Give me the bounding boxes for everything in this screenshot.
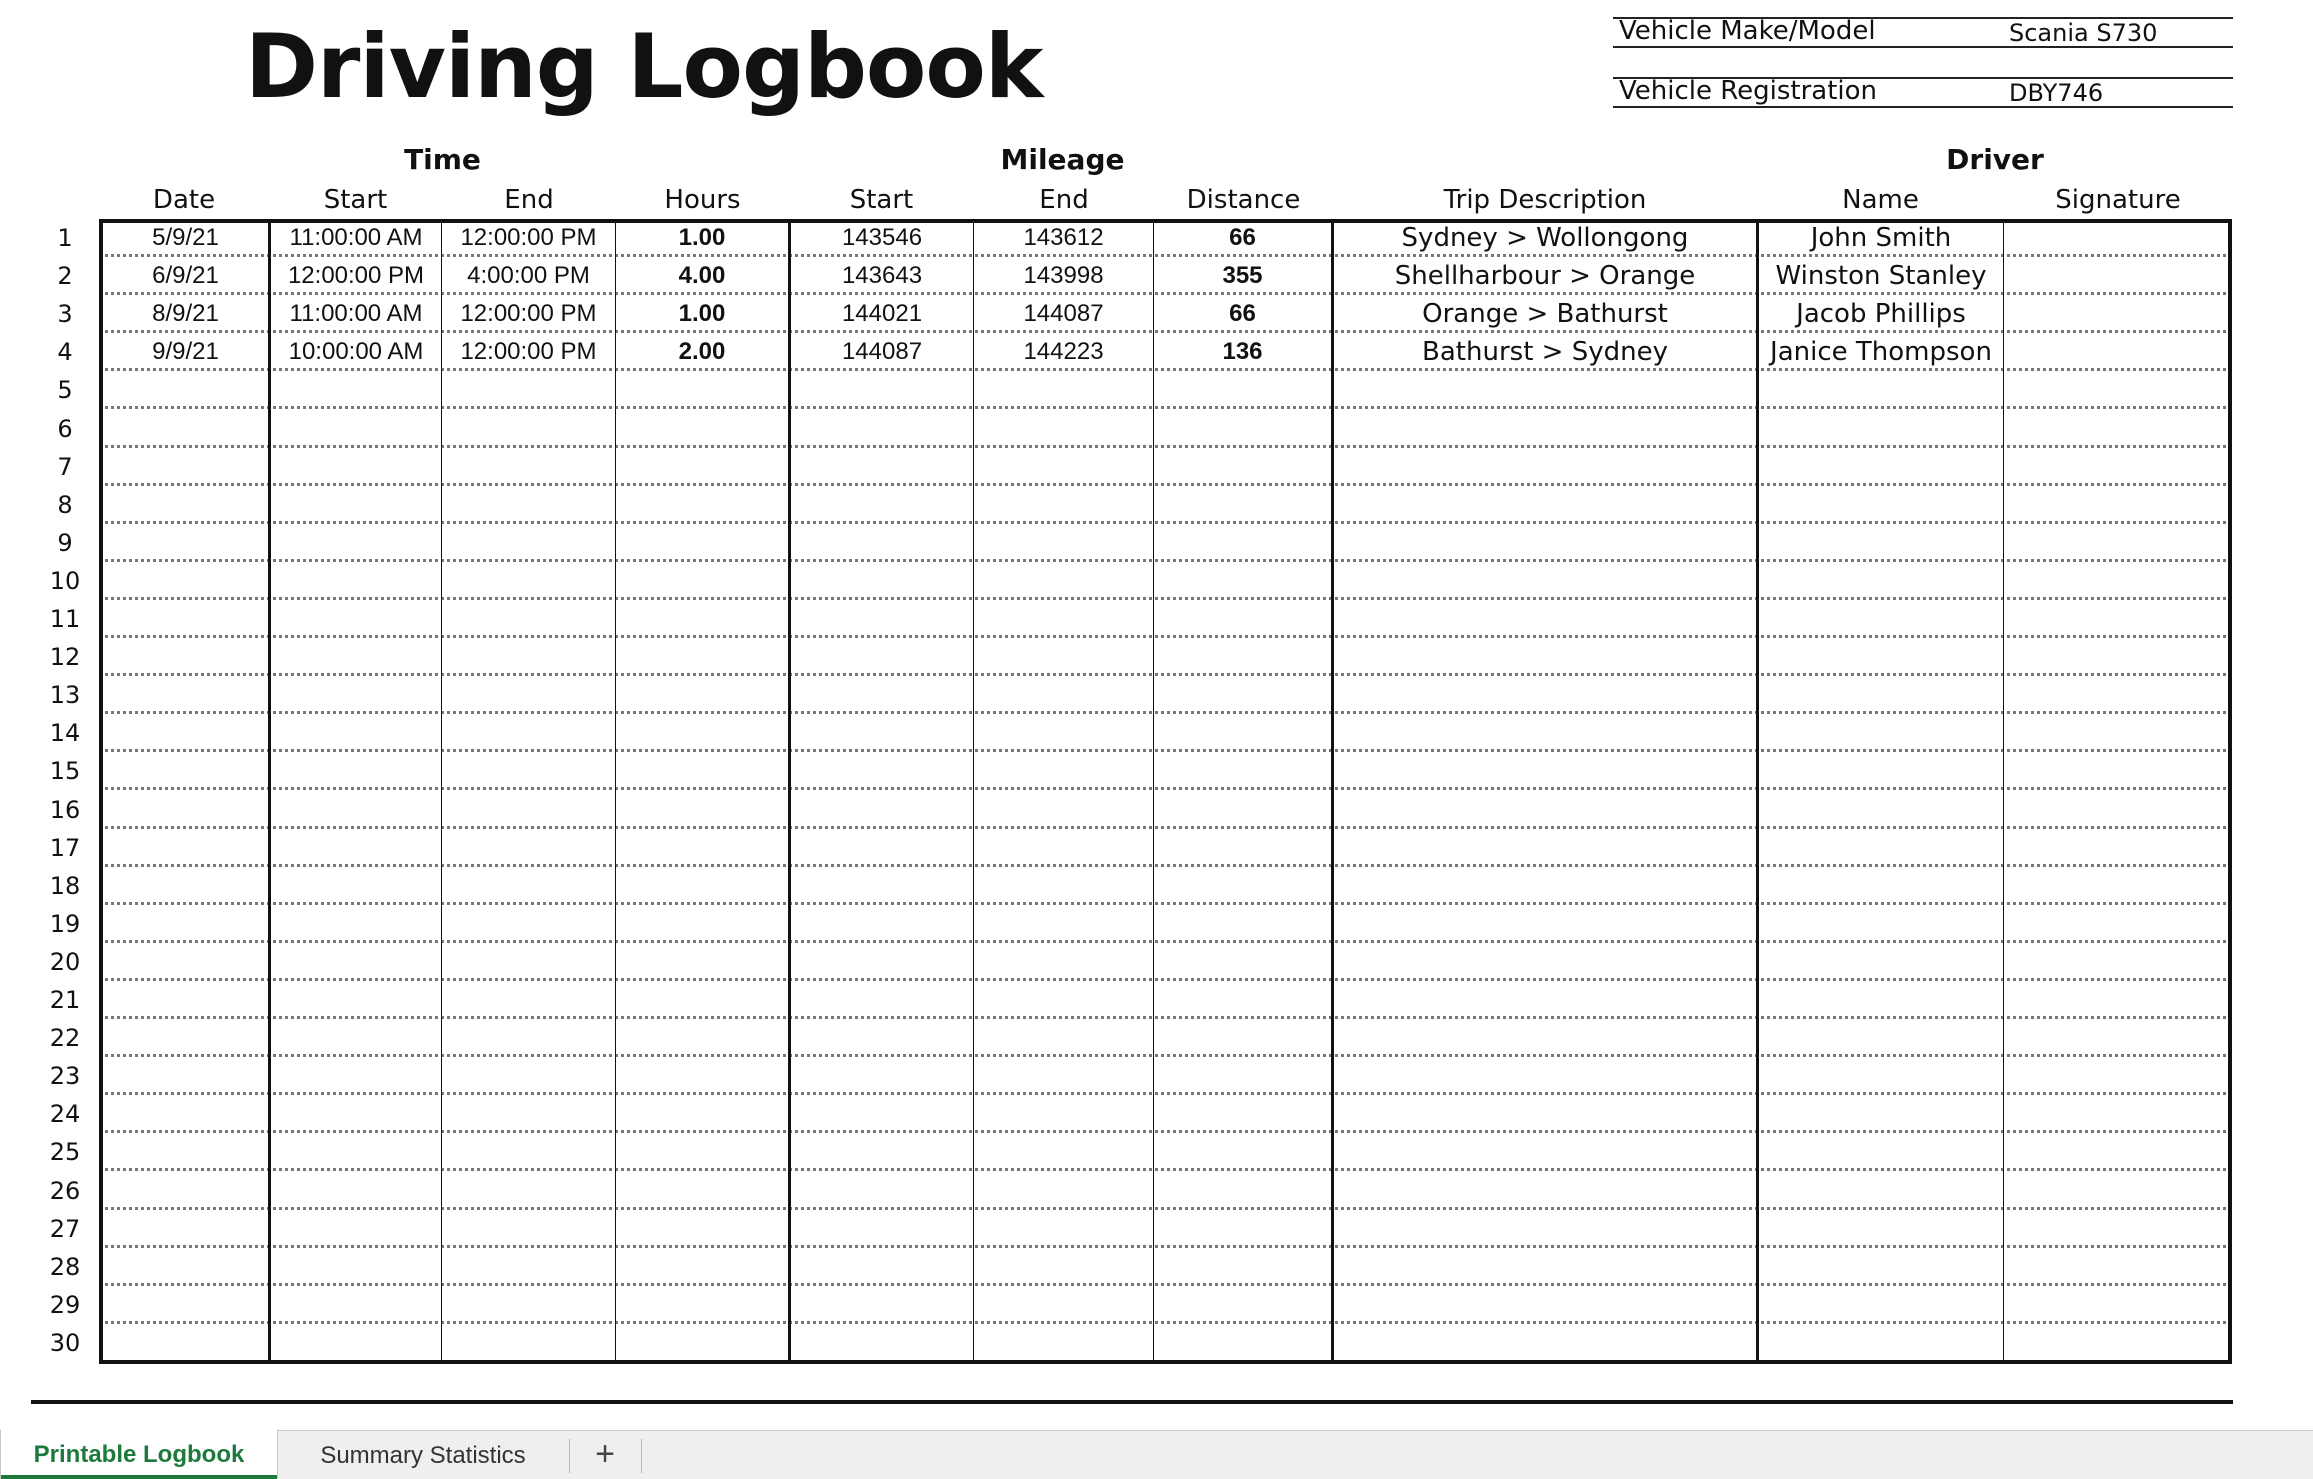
cell-driver-name[interactable]: Janice Thompson: [1770, 337, 1992, 368]
group-header-mileage: Mileage: [1000, 143, 1125, 176]
row-number: 17: [49, 833, 81, 862]
cell-distance[interactable]: 136: [1222, 338, 1263, 366]
column-header-time-end: End: [504, 185, 554, 215]
group-header-time: Time: [404, 143, 481, 176]
row-number: 22: [49, 1024, 81, 1053]
cell-date[interactable]: 8/9/21: [152, 300, 219, 328]
row-number: 30: [49, 1328, 81, 1357]
row-number: 28: [49, 1252, 81, 1281]
cell-time-end[interactable]: 12:00:00 PM: [460, 338, 597, 366]
cell-mileage-start[interactable]: 143643: [841, 262, 923, 290]
cell-date[interactable]: 5/9/21: [152, 224, 219, 251]
row-number: 21: [49, 986, 81, 1014]
row-number: 4: [57, 338, 73, 367]
cell-trip-description[interactable]: Orange > Bathurst: [1422, 299, 1668, 330]
row-number: 11: [49, 605, 81, 633]
column-header-signature: Signature: [2055, 185, 2181, 215]
row-number: 20: [49, 947, 81, 976]
column-header-hours: Hours: [664, 185, 741, 215]
cell-mileage-start[interactable]: 144087: [841, 338, 923, 366]
row-number: 3: [57, 300, 73, 329]
grid-column-divider: [441, 219, 442, 1364]
grid-column-divider: [788, 219, 791, 1364]
cell-time-end[interactable]: 12:00:00 PM: [460, 224, 597, 251]
cell-distance[interactable]: 355: [1222, 262, 1263, 290]
cell-trip-description[interactable]: Sydney > Wollongong: [1401, 223, 1689, 253]
cell-mileage-start[interactable]: 144021: [841, 300, 923, 328]
row-number: 14: [49, 719, 81, 748]
column-header-mileage-start: Start: [849, 185, 914, 215]
column-header-mileage-end: End: [1039, 185, 1089, 215]
row-number: 5: [57, 376, 73, 405]
row-number: 24: [49, 1100, 81, 1129]
cell-driver-name[interactable]: John Smith: [1810, 223, 1952, 253]
cell-time-end[interactable]: 4:00:00 PM: [467, 262, 590, 290]
grid-column-divider: [973, 219, 974, 1364]
row-number: 9: [57, 528, 73, 557]
grid-frame: [99, 219, 2232, 1364]
cell-hours[interactable]: 1.00: [678, 224, 726, 251]
cell-hours[interactable]: 2.00: [678, 338, 726, 366]
vehicle-registration-label: Vehicle Registration: [1619, 76, 1878, 106]
group-header-driver: Driver: [1946, 143, 2044, 176]
row-number: 29: [49, 1290, 81, 1319]
vehicle-registration-row: [1613, 77, 2233, 108]
row-number: 19: [49, 909, 81, 938]
row-number: 6: [57, 414, 73, 443]
row-number: 25: [49, 1138, 81, 1167]
cell-distance[interactable]: 66: [1229, 224, 1256, 251]
cell-trip-description[interactable]: Shellharbour > Orange: [1394, 261, 1696, 292]
cell-date[interactable]: 6/9/21: [152, 262, 219, 290]
cell-mileage-end[interactable]: 144087: [1023, 300, 1104, 328]
cell-time-start[interactable]: 11:00:00 AM: [289, 224, 423, 251]
tab-separator: [641, 1439, 642, 1473]
cell-hours[interactable]: 4.00: [678, 262, 726, 290]
sheet-tab-printable-logbook[interactable]: Printable Logbook: [0, 1430, 278, 1479]
row-number: 27: [49, 1214, 81, 1243]
grid-column-divider: [1153, 219, 1154, 1364]
cell-driver-name[interactable]: Jacob Phillips: [1796, 299, 1966, 330]
add-sheet-button[interactable]: +: [595, 1435, 615, 1473]
logbook-grid: [31, 219, 2232, 1364]
vehicle-registration-value[interactable]: DBY746: [2009, 79, 2104, 107]
cell-distance[interactable]: 66: [1229, 300, 1256, 328]
column-header-trip-description: Trip Description: [1443, 185, 1647, 215]
grid-column-divider: [1331, 219, 1334, 1364]
row-number: 12: [49, 643, 81, 672]
column-header-distance: Distance: [1186, 185, 1301, 215]
grid-column-divider: [1756, 219, 1759, 1364]
page-title: Driving Logbook: [245, 15, 1043, 118]
vehicle-make-model-value[interactable]: Scania S730: [2009, 19, 2158, 47]
vehicle-make-model-row: [1613, 17, 2233, 48]
cell-time-start[interactable]: 11:00:00 AM: [289, 300, 423, 328]
row-number: 18: [49, 871, 81, 900]
row-number: 23: [49, 1062, 81, 1091]
grid-column-divider: [2003, 219, 2004, 1364]
column-header-time-start: Start: [323, 185, 388, 215]
grid-column-divider: [268, 219, 271, 1364]
row-number: 26: [49, 1176, 81, 1205]
row-number: 16: [49, 795, 81, 824]
grid-column-divider: [615, 219, 616, 1364]
row-number: 7: [57, 452, 73, 481]
cell-mileage-end[interactable]: 144223: [1023, 338, 1104, 366]
row-number: 15: [49, 757, 81, 786]
cell-mileage-end[interactable]: 143998: [1023, 262, 1104, 290]
row-number: 8: [57, 490, 73, 519]
cell-time-start[interactable]: 12:00:00 PM: [287, 262, 425, 290]
row-number: 10: [49, 566, 81, 595]
sheet-tab-bar: [0, 1430, 2313, 1479]
cell-hours[interactable]: 1.00: [678, 300, 726, 328]
cell-trip-description[interactable]: Bathurst > Sydney: [1422, 337, 1668, 368]
row-number: 2: [57, 262, 73, 291]
cell-time-start[interactable]: 10:00:00 AM: [288, 338, 424, 366]
row-number: 13: [49, 681, 81, 710]
cell-date[interactable]: 9/9/21: [152, 338, 219, 366]
column-header-date: Date: [152, 185, 216, 215]
cell-mileage-end[interactable]: 143612: [1023, 224, 1104, 251]
footer-divider: [31, 1400, 2233, 1404]
cell-driver-name[interactable]: Winston Stanley: [1775, 261, 1987, 292]
cell-mileage-start[interactable]: 143546: [841, 224, 923, 251]
sheet-tab-summary-statistics[interactable]: Summary Statistics: [320, 1442, 526, 1469]
row-number: 1: [57, 224, 73, 252]
column-header-driver-name: Name: [1842, 185, 1919, 215]
cell-time-end[interactable]: 12:00:00 PM: [460, 300, 597, 328]
vehicle-make-model-label: Vehicle Make/Model: [1619, 16, 1876, 46]
